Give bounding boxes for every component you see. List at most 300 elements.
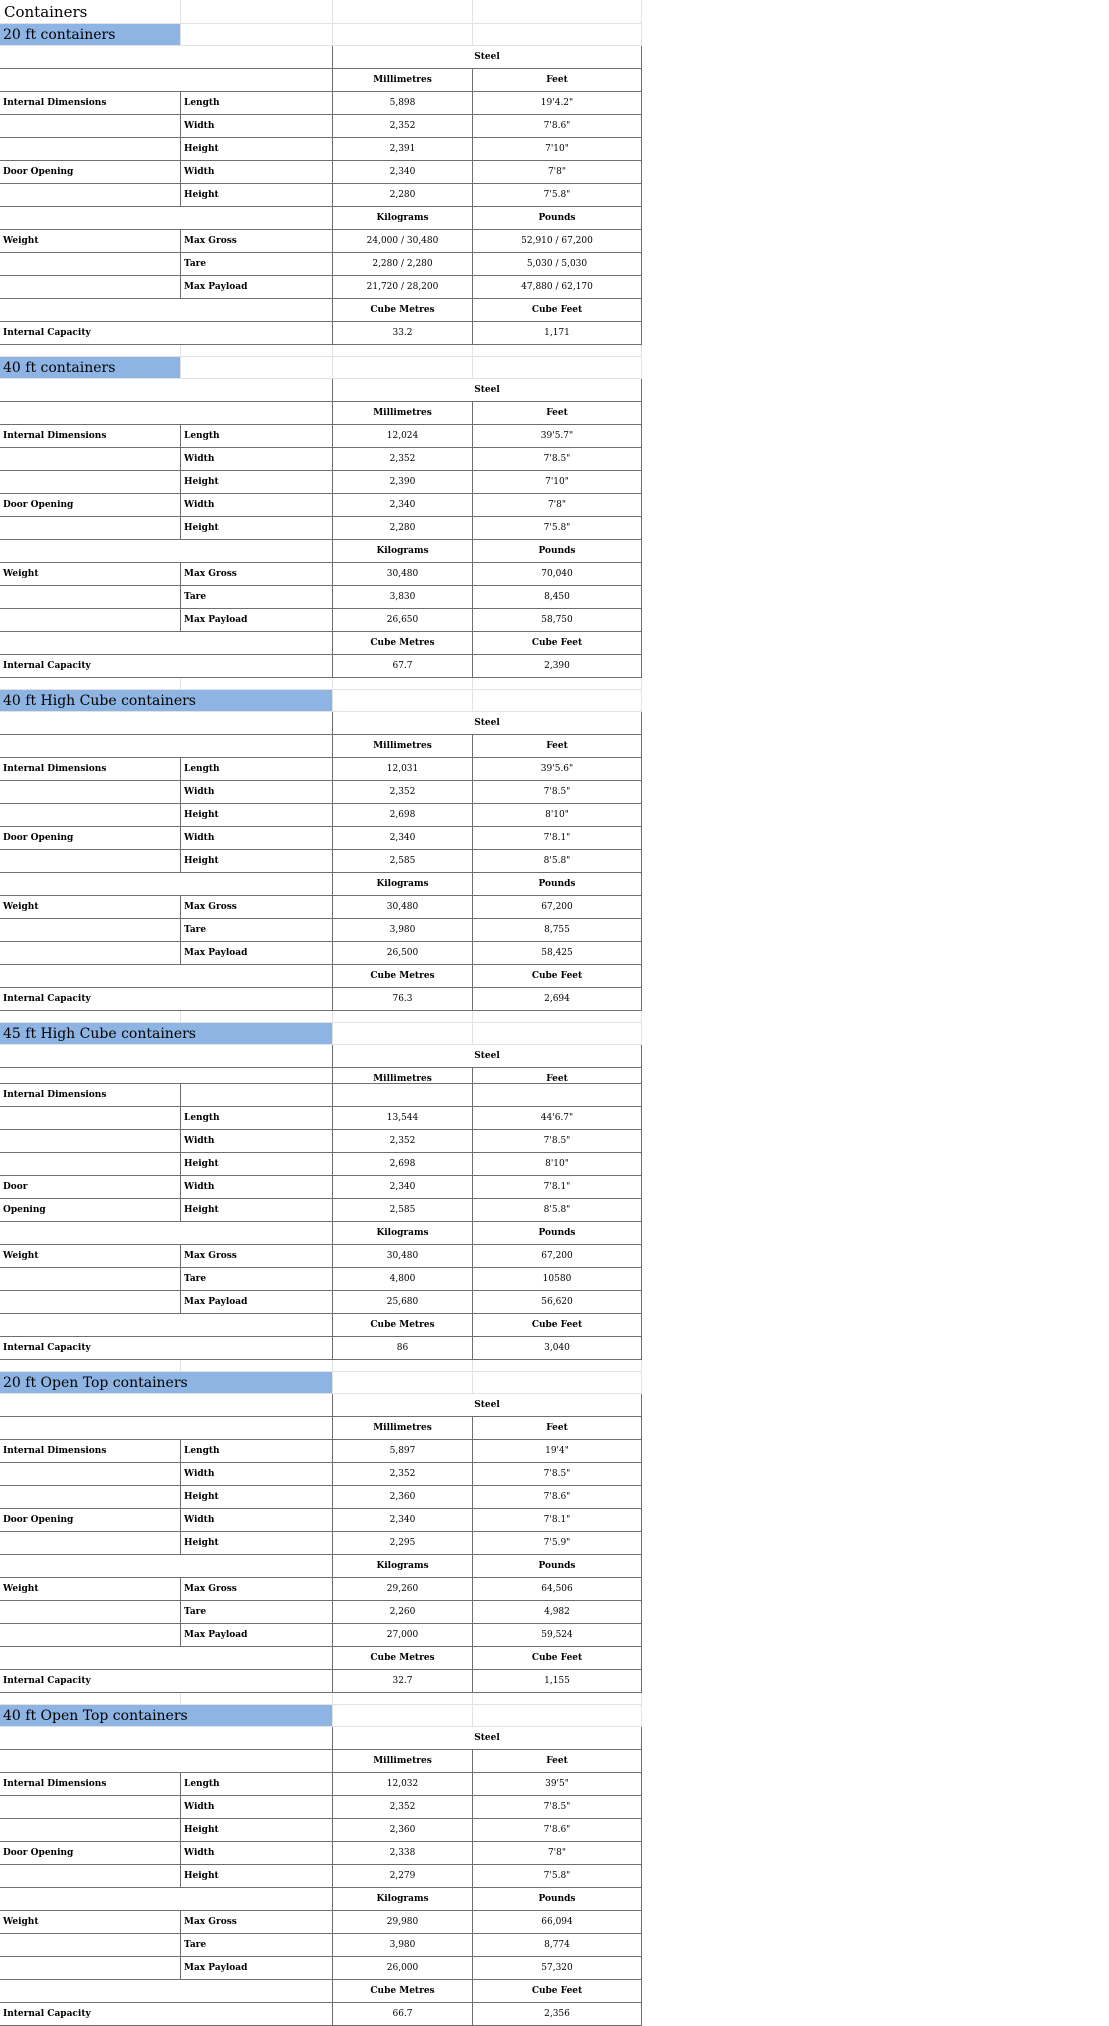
lb-value: 58,750: [473, 609, 642, 632]
weight-label: Max Payload: [181, 609, 333, 632]
empty-cell: [181, 0, 333, 24]
group-label: [0, 1624, 181, 1647]
sheet-row: [0, 471, 642, 494]
cbm-header: Cube Metres: [333, 632, 473, 655]
mm-value: 12,031: [333, 758, 473, 781]
mm-value: 2,352: [333, 448, 473, 471]
group-label: Weight: [0, 1245, 181, 1268]
sheet-row: [0, 448, 642, 471]
lb-header: Pounds: [473, 1888, 642, 1911]
empty-cell: [333, 24, 473, 46]
lb-value: 67,200: [473, 1245, 642, 1268]
sheet-row: [0, 1555, 642, 1578]
internal-capacity-label: Internal Capacity: [0, 655, 333, 678]
steel-header: Steel: [333, 379, 642, 402]
sheet-row: [0, 0, 642, 24]
empty-cell: [0, 1314, 333, 1337]
sheet-row: [0, 988, 642, 1011]
sheet-row: [0, 690, 642, 712]
ft-value: 39'5.6": [473, 758, 642, 781]
group-label: [0, 609, 181, 632]
dimension-label: Length: [181, 1107, 333, 1130]
ft-value: 7'5.8": [473, 184, 642, 207]
sheet-row: [0, 827, 642, 850]
group-label: Door Opening: [0, 1842, 181, 1865]
dimension-label: Width: [181, 1176, 333, 1199]
empty-cell: [0, 46, 333, 69]
sheet-row: [0, 586, 642, 609]
group-label: Internal Dimensions: [0, 425, 181, 448]
ft-value: 8'10": [473, 804, 642, 827]
mm-value: 2,360: [333, 1819, 473, 1842]
cbf-header: Cube Feet: [473, 1314, 642, 1337]
sheet-row: [0, 138, 642, 161]
cbm-value: 66.7: [333, 2003, 473, 2026]
group-label: Internal Dimensions: [0, 1773, 181, 1796]
empty-cell: [473, 690, 642, 712]
kg-value: 2,280 / 2,280: [333, 253, 473, 276]
kg-value: 30,480: [333, 563, 473, 586]
sheet-row: [0, 1463, 642, 1486]
dimension-label: Width: [181, 1130, 333, 1153]
sheet-row: [0, 1291, 642, 1314]
empty-cell: [0, 69, 333, 92]
ft-value: 39'5": [473, 1773, 642, 1796]
sheet-row: [0, 1750, 642, 1773]
group-label: [0, 1819, 181, 1842]
sheet-row: [0, 1773, 642, 1796]
ft-value: 7'10": [473, 471, 642, 494]
ft-value: 7'8.6": [473, 115, 642, 138]
empty-cell: [181, 345, 333, 357]
group-label: [0, 586, 181, 609]
lb-value: 58,425: [473, 942, 642, 965]
sheet-row: [0, 1045, 642, 1068]
empty-cell: [0, 1068, 333, 1084]
internal-capacity-label: Internal Capacity: [0, 1670, 333, 1693]
empty-cell: [181, 24, 333, 46]
lb-value: 56,620: [473, 1291, 642, 1314]
sheet-row: [0, 1911, 642, 1934]
cbf-header: Cube Feet: [473, 1980, 642, 2003]
group-label: [0, 517, 181, 540]
sheet-row: [0, 161, 642, 184]
mm-value: 2,338: [333, 1842, 473, 1865]
lb-value: 47,880 / 62,170: [473, 276, 642, 299]
group-label: [0, 919, 181, 942]
dimension-label: Width: [181, 494, 333, 517]
sheet-row: [0, 1084, 642, 1107]
group-label: Internal Dimensions: [0, 758, 181, 781]
weight-label: Max Payload: [181, 1291, 333, 1314]
sheet-row: [0, 1417, 642, 1440]
empty-cell: [0, 299, 333, 322]
sheet-row: [0, 357, 642, 379]
sheet-row: [0, 655, 642, 678]
section-title: 40 ft Open Top containers: [0, 1705, 333, 1727]
kg-header: Kilograms: [333, 873, 473, 896]
empty-cell: [0, 345, 181, 357]
dimension-label: Height: [181, 804, 333, 827]
sheet-row: [0, 1486, 642, 1509]
mm-header: Millimetres: [333, 1750, 473, 1773]
mm-value: 2,352: [333, 1796, 473, 1819]
mm-value: 12,024: [333, 425, 473, 448]
group-label: [0, 1934, 181, 1957]
mm-value: 2,698: [333, 804, 473, 827]
weight-label: Max Gross: [181, 1578, 333, 1601]
group-label: Door Opening: [0, 161, 181, 184]
lb-value: 70,040: [473, 563, 642, 586]
dimension-label: Height: [181, 1532, 333, 1555]
steel-header: Steel: [333, 46, 642, 69]
empty-cell: [333, 357, 473, 379]
kg-value: 29,980: [333, 1911, 473, 1934]
lb-value: 64,506: [473, 1578, 642, 1601]
cbf-header: Cube Feet: [473, 632, 642, 655]
sheet-row: [0, 1360, 642, 1372]
empty-cell: [0, 207, 333, 230]
kg-value: 3,830: [333, 586, 473, 609]
internal-capacity-label: Internal Capacity: [0, 322, 333, 345]
group-label: Internal Dimensions: [0, 1440, 181, 1463]
empty-cell: [0, 1980, 333, 2003]
weight-label: Tare: [181, 253, 333, 276]
mm-value: 2,280: [333, 184, 473, 207]
group-label: [0, 850, 181, 873]
group-label: [0, 1957, 181, 1980]
cbf-value: 3,040: [473, 1337, 642, 1360]
sheet-row: [0, 1372, 642, 1394]
group-label: Door Opening: [0, 827, 181, 850]
kg-value: 4,800: [333, 1268, 473, 1291]
empty-cell: [473, 1011, 642, 1023]
mm-header: Millimetres: [333, 1417, 473, 1440]
empty-cell: [473, 0, 642, 24]
sheet-row: [0, 1245, 642, 1268]
sheet-row: [0, 804, 642, 827]
sheet-row: [0, 1440, 642, 1463]
empty-cell: [0, 1222, 333, 1245]
sheet-row: [0, 1842, 642, 1865]
lb-value: 8,774: [473, 1934, 642, 1957]
cbf-value: 2,694: [473, 988, 642, 1011]
cbm-header: Cube Metres: [333, 299, 473, 322]
sheet-row: [0, 896, 642, 919]
group-label: Weight: [0, 1578, 181, 1601]
weight-label: Max Gross: [181, 1911, 333, 1934]
empty-cell: [0, 402, 333, 425]
mm-value: 2,352: [333, 1130, 473, 1153]
cbm-value: 32.7: [333, 1670, 473, 1693]
empty-cell: [473, 1023, 642, 1045]
empty-cell: [333, 690, 473, 712]
kg-value: 29,260: [333, 1578, 473, 1601]
sheet-row: [0, 632, 642, 655]
sheet-row: [0, 850, 642, 873]
mm-value: 2,352: [333, 1463, 473, 1486]
sheet-row: [0, 1176, 642, 1199]
sheet-row: [0, 1394, 642, 1417]
sheet-row: [0, 276, 642, 299]
sheet-row: [0, 2003, 642, 2026]
dimension-label: Height: [181, 1819, 333, 1842]
empty-cell: [0, 735, 333, 758]
cbm-header: Cube Metres: [333, 965, 473, 988]
sheet-row: [0, 517, 642, 540]
group-label: Weight: [0, 1911, 181, 1934]
ft-value: 7'8.1": [473, 827, 642, 850]
ft-value: 39'5.7": [473, 425, 642, 448]
empty-cell: [473, 345, 642, 357]
dimension-label: Length: [181, 758, 333, 781]
empty-cell: [181, 1360, 333, 1372]
cbf-header: Cube Feet: [473, 1647, 642, 1670]
mm-value: 2,360: [333, 1486, 473, 1509]
dimension-label: Height: [181, 1486, 333, 1509]
kg-value: 30,480: [333, 896, 473, 919]
mm-value: 2,340: [333, 1176, 473, 1199]
ft-value: 8'10": [473, 1153, 642, 1176]
group-label: Door Opening: [0, 494, 181, 517]
sheet-row: [0, 1578, 642, 1601]
kg-value: 21,720 / 28,200: [333, 276, 473, 299]
ft-value: 7'8": [473, 494, 642, 517]
sheet-row: [0, 1796, 642, 1819]
empty-cell: [333, 1084, 473, 1107]
sheet-row: [0, 1727, 642, 1750]
dimension-label: Width: [181, 161, 333, 184]
cbm-value: 33.2: [333, 322, 473, 345]
empty-cell: [0, 678, 181, 690]
cbf-header: Cube Feet: [473, 299, 642, 322]
sheet-row: [0, 253, 642, 276]
mm-value: 2,585: [333, 850, 473, 873]
sheet-row: [0, 1314, 642, 1337]
sheet-row: [0, 1268, 642, 1291]
dimension-label: Width: [181, 781, 333, 804]
cbm-header: Cube Metres: [333, 1314, 473, 1337]
dimension-label: Width: [181, 115, 333, 138]
ft-value: 7'8.1": [473, 1509, 642, 1532]
empty-cell: [333, 1360, 473, 1372]
sheet-row: [0, 1023, 642, 1045]
sheet-row: [0, 781, 642, 804]
weight-label: Max Payload: [181, 942, 333, 965]
empty-cell: [0, 1394, 333, 1417]
sheet-row: [0, 873, 642, 896]
empty-cell: [0, 1011, 181, 1023]
sheet-row: [0, 46, 642, 69]
ft-value: 7'5.9": [473, 1532, 642, 1555]
ft-value: 7'8.6": [473, 1486, 642, 1509]
lb-value: 4,982: [473, 1601, 642, 1624]
kg-value: 26,500: [333, 942, 473, 965]
ft-value: 19'4": [473, 1440, 642, 1463]
mm-value: 2,340: [333, 827, 473, 850]
dimension-label: Length: [181, 425, 333, 448]
ft-value: 7'8.6": [473, 1819, 642, 1842]
mm-value: 2,280: [333, 517, 473, 540]
kg-value: 26,000: [333, 1957, 473, 1980]
kg-value: 25,680: [333, 1291, 473, 1314]
weight-label: Tare: [181, 1601, 333, 1624]
dimension-label: Width: [181, 1842, 333, 1865]
ft-value: 19'4.2": [473, 92, 642, 115]
dimension-label: Height: [181, 184, 333, 207]
cbm-header: Cube Metres: [333, 1647, 473, 1670]
kg-header: Kilograms: [333, 540, 473, 563]
group-label: [0, 1463, 181, 1486]
sheet-row: [0, 1011, 642, 1023]
sheet-row: [0, 1153, 642, 1176]
ft-value: 7'8": [473, 1842, 642, 1865]
sheet-row: [0, 540, 642, 563]
empty-cell: [0, 1888, 333, 1911]
ft-header: Feet: [473, 402, 642, 425]
mm-header: Millimetres: [333, 402, 473, 425]
group-label: [0, 1865, 181, 1888]
sheet-row: [0, 1509, 642, 1532]
lb-header: Pounds: [473, 1555, 642, 1578]
sheet-row: [0, 1130, 642, 1153]
ft-value: 7'8.5": [473, 1463, 642, 1486]
lb-value: 10580: [473, 1268, 642, 1291]
cbf-value: 2,356: [473, 2003, 642, 2026]
sheet-row: [0, 965, 642, 988]
dimension-label: Height: [181, 1153, 333, 1176]
sheet-row: [0, 942, 642, 965]
dimension-label: Length: [181, 1773, 333, 1796]
section-title: 40 ft High Cube containers: [0, 690, 333, 712]
weight-label: Max Gross: [181, 896, 333, 919]
dimension-label: Height: [181, 1865, 333, 1888]
ft-value: 7'5.8": [473, 1865, 642, 1888]
sheet-row: [0, 563, 642, 586]
cbf-value: 1,155: [473, 1670, 642, 1693]
sheet-row: [0, 379, 642, 402]
weight-label: Tare: [181, 1268, 333, 1291]
empty-cell: [181, 1011, 333, 1023]
sheet-row: [0, 184, 642, 207]
group-label: [0, 1486, 181, 1509]
empty-cell: [473, 24, 642, 46]
sheet-row: [0, 1068, 642, 1084]
lb-value: 5,030 / 5,030: [473, 253, 642, 276]
kg-value: 3,980: [333, 1934, 473, 1957]
group-label: [0, 1601, 181, 1624]
empty-cell: [0, 1417, 333, 1440]
mm-value: 2,279: [333, 1865, 473, 1888]
sheet-row: [0, 207, 642, 230]
dimension-label: Height: [181, 138, 333, 161]
lb-value: 59,524: [473, 1624, 642, 1647]
sheet-row: [0, 1705, 642, 1727]
group-label: Weight: [0, 230, 181, 253]
mm-value: 13,544: [333, 1107, 473, 1130]
sheet-row: [0, 1980, 642, 2003]
weight-label: Max Gross: [181, 230, 333, 253]
group-label: [0, 1532, 181, 1555]
mm-header: Millimetres: [333, 735, 473, 758]
mm-value: 2,340: [333, 494, 473, 517]
mm-value: 5,898: [333, 92, 473, 115]
cbm-value: 67.7: [333, 655, 473, 678]
ft-value: 8'5.8": [473, 1199, 642, 1222]
cbm-header: Cube Metres: [333, 1980, 473, 2003]
empty-cell: [473, 1693, 642, 1705]
empty-cell: [473, 1705, 642, 1727]
sheet-row: [0, 115, 642, 138]
sheet-row: [0, 678, 642, 690]
sheet-row: [0, 1865, 642, 1888]
sheet-row: [0, 1957, 642, 1980]
empty-cell: [0, 965, 333, 988]
section-title: 40 ft containers: [0, 357, 181, 379]
sheet-row: [0, 230, 642, 253]
lb-header: Pounds: [473, 1222, 642, 1245]
sheet-row: [0, 1601, 642, 1624]
lb-value: 67,200: [473, 896, 642, 919]
mm-value: 2,340: [333, 161, 473, 184]
dimension-label: Width: [181, 1463, 333, 1486]
group-label: Door: [0, 1176, 181, 1199]
group-label: [0, 448, 181, 471]
cbm-value: 86: [333, 1337, 473, 1360]
empty-cell: [473, 678, 642, 690]
empty-cell: [473, 1084, 642, 1107]
sheet-row: [0, 1222, 642, 1245]
mm-header: Millimetres: [333, 1068, 473, 1084]
group-label: [0, 1107, 181, 1130]
cbf-header: Cube Feet: [473, 965, 642, 988]
steel-header: Steel: [333, 1394, 642, 1417]
ft-value: 8'5.8": [473, 850, 642, 873]
kg-value: 24,000 / 30,480: [333, 230, 473, 253]
lb-value: 52,910 / 67,200: [473, 230, 642, 253]
sheet-row: [0, 322, 642, 345]
group-label: Opening: [0, 1199, 181, 1222]
sheet-row: [0, 1934, 642, 1957]
lb-value: 66,094: [473, 1911, 642, 1934]
kg-value: 26,650: [333, 609, 473, 632]
dimension-label: Width: [181, 1796, 333, 1819]
empty-cell: [0, 632, 333, 655]
ft-value: 7'8.5": [473, 448, 642, 471]
empty-cell: [0, 540, 333, 563]
weight-label: Tare: [181, 1934, 333, 1957]
kg-header: Kilograms: [333, 1888, 473, 1911]
sheet-row: [0, 1819, 642, 1842]
group-label: Weight: [0, 563, 181, 586]
internal-capacity-label: Internal Capacity: [0, 2003, 333, 2026]
sheet-row: [0, 1199, 642, 1222]
dimension-label: Width: [181, 448, 333, 471]
cbf-value: 2,390: [473, 655, 642, 678]
section-title: 20 ft containers: [0, 24, 181, 46]
mm-header: Millimetres: [333, 69, 473, 92]
sheet-row: [0, 1647, 642, 1670]
weight-label: Max Payload: [181, 1624, 333, 1647]
mm-value: 2,352: [333, 115, 473, 138]
empty-cell: [181, 678, 333, 690]
sheet-row: [0, 299, 642, 322]
ft-header: Feet: [473, 1068, 642, 1084]
mm-value: 2,698: [333, 1153, 473, 1176]
sheet-row: [0, 919, 642, 942]
mm-value: 2,391: [333, 138, 473, 161]
sheet-row: [0, 494, 642, 517]
